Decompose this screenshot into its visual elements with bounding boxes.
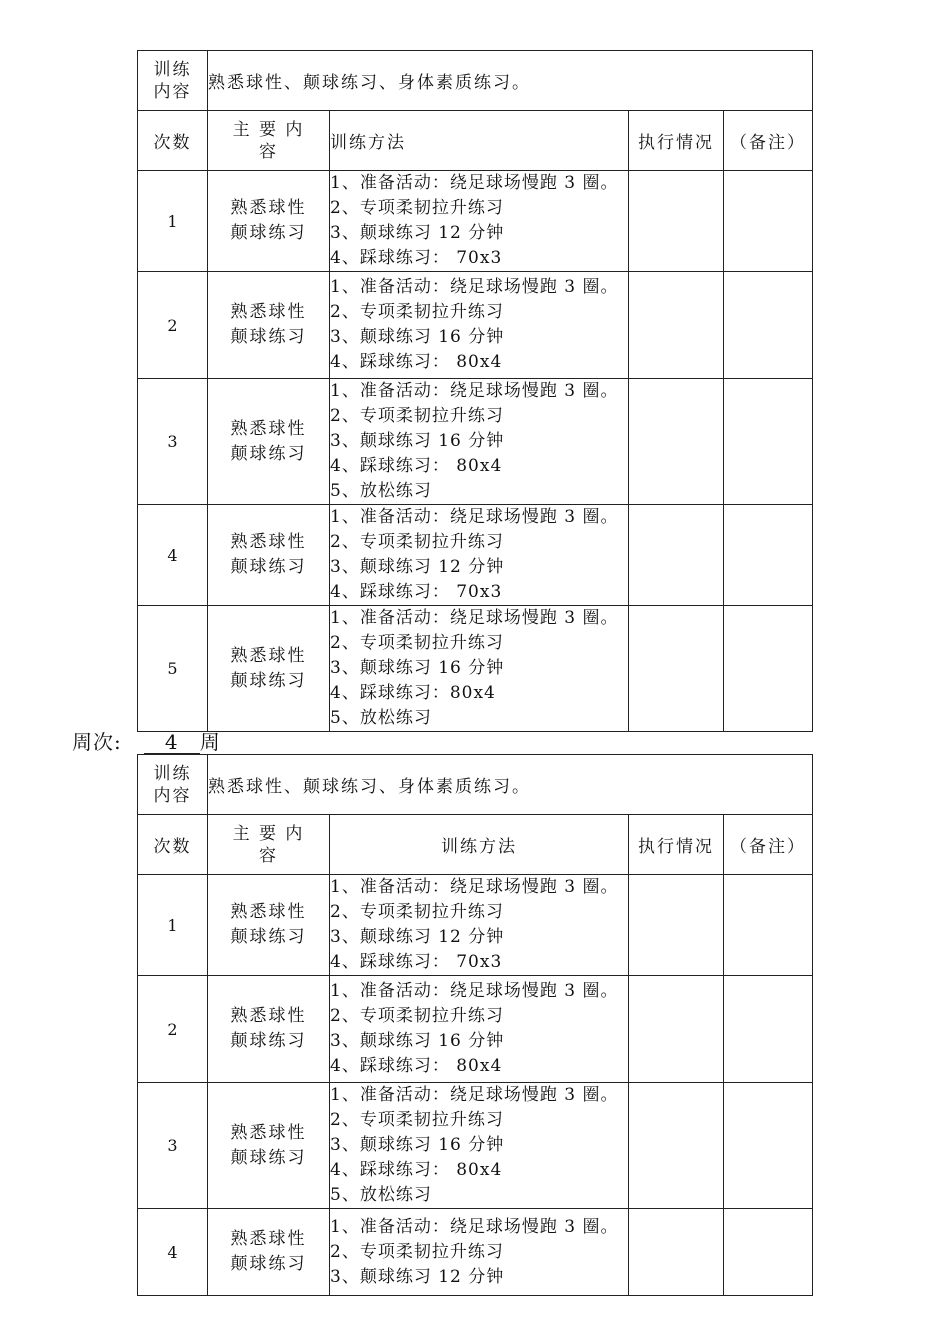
method-steps	[330, 1083, 629, 1209]
content-label-line2: 内容	[153, 785, 192, 806]
table-row	[138, 606, 813, 732]
col-main-header-line1: 主 要 内	[232, 823, 305, 844]
main-content-line: 颠球练习	[230, 1147, 307, 1168]
table-row	[138, 1083, 813, 1209]
main-content-line: 熟悉球性	[230, 302, 307, 322]
col-main-header	[208, 111, 330, 171]
method-steps	[330, 976, 629, 1083]
col-main-header-line1: 主 要 内	[232, 119, 305, 140]
header-row	[138, 111, 813, 171]
method-step: 1、准备活动：绕足球场慢跑 3 圈。	[330, 1216, 619, 1237]
training-content: 熟悉球性、颠球练习、身体素质练习。	[208, 51, 813, 111]
main-content	[208, 505, 330, 606]
method-step: 3、颠球练习 12 分钟	[330, 927, 505, 947]
method-step: 2、专项柔韧拉升练习	[330, 406, 504, 426]
note-cell	[724, 1083, 813, 1209]
main-content-line: 熟悉球性	[230, 418, 307, 439]
method-steps	[330, 606, 629, 732]
method-step: 2、专项柔韧拉升练习	[330, 302, 504, 322]
method-step: 3、颠球练习 16 分钟	[330, 1031, 505, 1051]
main-content-line: 熟悉球性	[230, 1122, 307, 1143]
col-method-header: 训练方法	[330, 111, 629, 171]
method-step: 2、专项柔韧拉升练习	[330, 1110, 504, 1130]
col-main-header-line2: 容	[259, 141, 278, 162]
method-step: 3、颠球练习 16 分钟	[330, 1135, 505, 1155]
session-number: 3	[138, 1083, 208, 1209]
execution-cell	[629, 875, 724, 976]
main-content-line: 熟悉球性	[230, 532, 307, 552]
session-number: 2	[138, 976, 208, 1083]
method-step: 4、踩球练习： 70x3	[330, 952, 503, 972]
content-label-line1: 训练	[153, 59, 192, 80]
main-content-line: 熟悉球性	[230, 1229, 307, 1249]
execution-cell	[629, 606, 724, 732]
content-label	[138, 755, 208, 815]
content-label-line1: 训练	[153, 763, 192, 784]
main-content-line: 颠球练习	[230, 1031, 307, 1051]
main-content-line: 颠球练习	[230, 443, 307, 464]
main-content	[208, 875, 330, 976]
method-step: 5、放松练习	[330, 708, 432, 728]
main-content-line: 熟悉球性	[230, 902, 307, 922]
note-cell	[724, 1209, 813, 1296]
execution-cell	[629, 379, 724, 505]
col-note-header: （备注）	[724, 815, 813, 875]
method-step: 2、专项柔韧拉升练习	[330, 532, 504, 552]
training-table-2	[137, 754, 813, 1296]
session-number: 3	[138, 379, 208, 505]
method-step: 1、准备活动：绕足球场慢跑 3 圈。	[330, 381, 619, 401]
method-step: 3、颠球练习 16 分钟	[330, 431, 505, 451]
execution-cell	[629, 1083, 724, 1209]
session-number: 2	[138, 272, 208, 379]
main-content	[208, 379, 330, 505]
table-row	[138, 379, 813, 505]
execution-cell	[629, 1209, 724, 1296]
note-cell	[724, 505, 813, 606]
main-content-line: 颠球练习	[230, 927, 307, 947]
method-step: 4、踩球练习： 80x4	[330, 1056, 503, 1076]
col-main-header-line2: 容	[259, 845, 278, 866]
method-step: 4、踩球练习： 80x4	[330, 352, 503, 372]
main-content-line: 颠球练习	[230, 670, 307, 691]
method-step: 4、踩球练习： 80x4	[330, 1160, 503, 1180]
col-note-header: （备注）	[724, 111, 813, 171]
method-steps	[330, 875, 629, 976]
col-count-header: 次数	[138, 815, 208, 875]
main-content	[208, 171, 330, 272]
session-number: 5	[138, 606, 208, 732]
col-main-header	[208, 815, 330, 875]
session-number: 4	[138, 1209, 208, 1296]
method-step: 1、准备活动：绕足球场慢跑 3 圈。	[330, 877, 619, 897]
method-step: 3、颠球练习 16 分钟	[330, 658, 505, 678]
method-step: 1、准备活动：绕足球场慢跑 3 圈。	[330, 173, 619, 193]
method-steps	[330, 1209, 629, 1296]
execution-cell	[629, 272, 724, 379]
main-content	[208, 606, 330, 732]
col-exec-header: 执行情况	[629, 111, 724, 171]
method-step: 1、准备活动：绕足球场慢跑 3 圈。	[330, 277, 619, 297]
method-step: 2、专项柔韧拉升练习	[330, 1006, 504, 1026]
method-step: 4、踩球练习： 70x3	[330, 248, 503, 268]
method-step: 2、专项柔韧拉升练习	[330, 902, 504, 922]
main-content-line: 颠球练习	[230, 327, 307, 347]
main-content-line: 颠球练习	[230, 557, 307, 577]
session-number: 4	[138, 505, 208, 606]
training-content: 熟悉球性、颠球练习、身体素质练习。	[208, 755, 813, 815]
method-step: 3、颠球练习 12 分钟	[330, 223, 505, 243]
method-step: 4、踩球练习： 80x4	[330, 456, 503, 476]
col-count-header: 次数	[138, 111, 208, 171]
main-content	[208, 1209, 330, 1296]
session-number: 1	[138, 875, 208, 976]
table-row	[138, 505, 813, 606]
note-cell	[724, 272, 813, 379]
content-label-line2: 内容	[153, 81, 192, 102]
main-content-line: 熟悉球性	[230, 198, 307, 218]
header-row	[138, 815, 813, 875]
method-step: 1、准备活动：绕足球场慢跑 3 圈。	[330, 507, 619, 527]
method-step: 3、颠球练习 16 分钟	[330, 327, 505, 347]
main-content	[208, 272, 330, 379]
content-row	[138, 755, 813, 815]
execution-cell	[629, 505, 724, 606]
col-method-header: 训练方法	[330, 815, 629, 875]
note-cell	[724, 976, 813, 1083]
method-step: 3、颠球练习 12 分钟	[330, 557, 505, 577]
note-cell	[724, 606, 813, 732]
method-steps	[330, 379, 629, 505]
method-step: 4、踩球练习： 70x3	[330, 582, 503, 602]
note-cell	[724, 875, 813, 976]
week-suffix: 周	[199, 730, 221, 754]
execution-cell	[629, 171, 724, 272]
method-step: 1、准备活动：绕足球场慢跑 3 圈。	[330, 1085, 619, 1105]
method-step: 1、准备活动：绕足球场慢跑 3 圈。	[330, 608, 619, 628]
session-number: 1	[138, 171, 208, 272]
method-step: 5、放松练习	[330, 1185, 432, 1205]
content-label	[138, 51, 208, 111]
week-number: 4	[144, 731, 200, 754]
col-exec-header: 执行情况	[629, 815, 724, 875]
main-content-line: 熟悉球性	[230, 1006, 307, 1026]
method-step: 5、放松练习	[330, 481, 432, 501]
training-table-1	[137, 50, 813, 732]
main-content-line: 熟悉球性	[230, 645, 307, 666]
main-content-line: 颠球练习	[230, 1254, 307, 1274]
main-content	[208, 1083, 330, 1209]
method-steps	[330, 171, 629, 272]
content-row	[138, 51, 813, 111]
week-label: 周次:	[72, 730, 122, 754]
week-line	[72, 729, 221, 755]
note-cell	[724, 379, 813, 505]
method-steps	[330, 272, 629, 379]
table-row	[138, 1209, 813, 1296]
method-step: 2、专项柔韧拉升练习	[330, 1241, 504, 1262]
table-row	[138, 272, 813, 379]
main-content-line: 颠球练习	[230, 223, 307, 243]
method-steps	[330, 505, 629, 606]
method-step: 3、颠球练习 12 分钟	[330, 1266, 505, 1287]
method-step: 2、专项柔韧拉升练习	[330, 633, 504, 653]
table-row	[138, 171, 813, 272]
note-cell	[724, 171, 813, 272]
table-row	[138, 976, 813, 1083]
execution-cell	[629, 976, 724, 1083]
main-content	[208, 976, 330, 1083]
method-step: 2、专项柔韧拉升练习	[330, 198, 504, 218]
method-step: 1、准备活动：绕足球场慢跑 3 圈。	[330, 981, 619, 1001]
method-step: 4、踩球练习：80x4	[330, 683, 496, 703]
table-row	[138, 875, 813, 976]
